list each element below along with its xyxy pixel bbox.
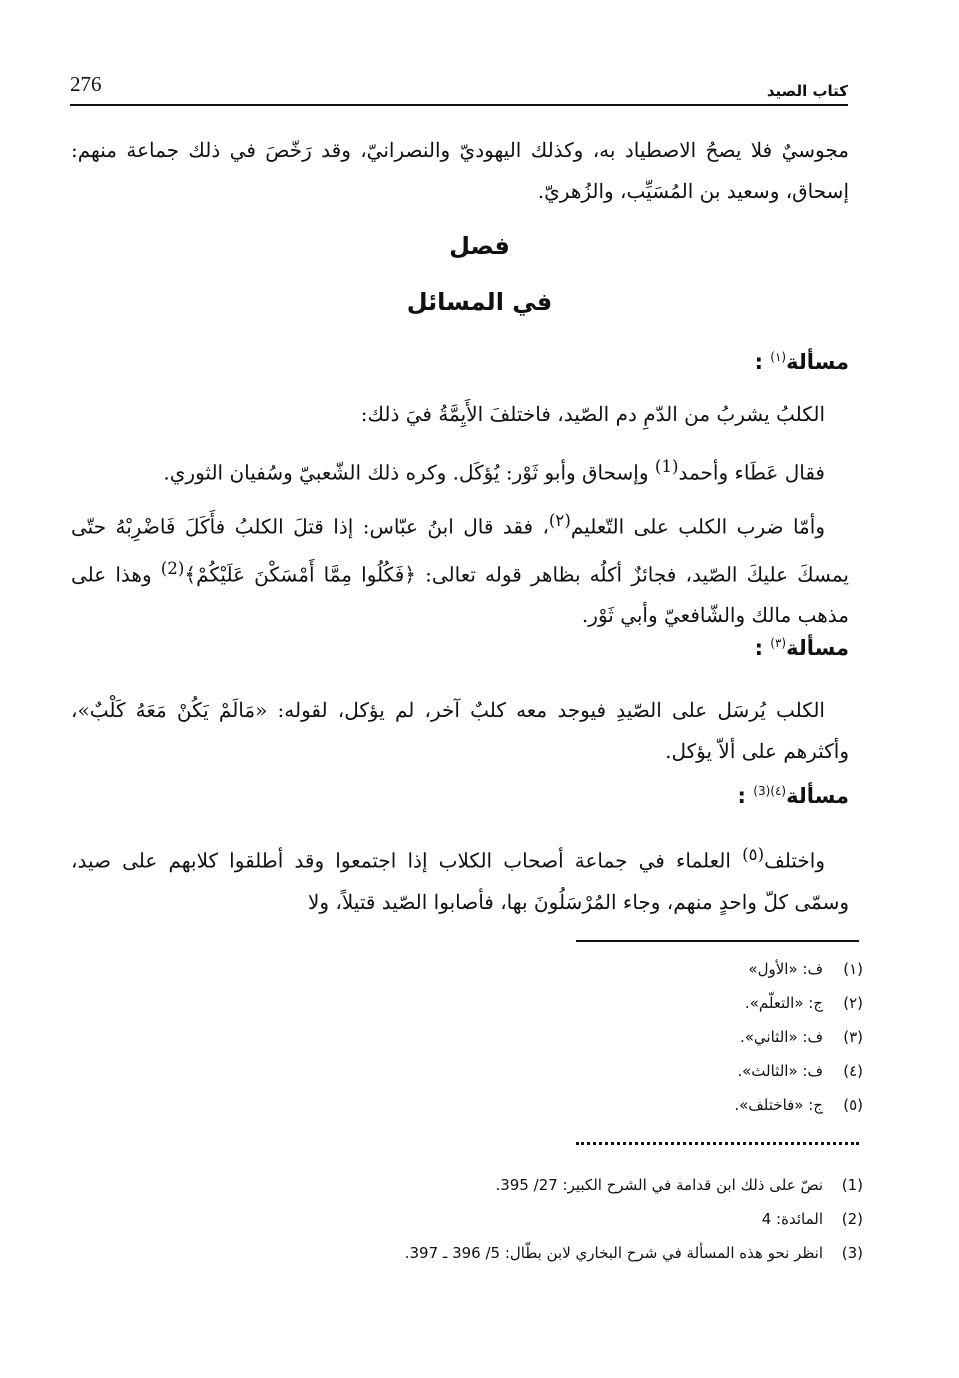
editor-note: [495, 1176, 863, 1194]
footnote-ref: (2): [160, 558, 185, 578]
running-title: كتاب الصيد: [766, 82, 848, 100]
masala-heading-1: [755, 350, 849, 374]
paragraph: الكلب يُرسَل على الصّيدِ فيوجد معه كلبٌ آخر، لم يؤكل، لقوله: «مَالَمْ يَكُنْ مَعَهُ كَلْبٌ»، وأكثرهم على ألاّ يؤكل.: [71, 698, 849, 763]
masala-ref-2: (3): [753, 784, 771, 798]
masala-colon: :: [754, 350, 763, 374]
manuscript-note: [737, 1062, 863, 1080]
dotted-separator: [576, 1142, 859, 1145]
note-text: ج: «فاختلف».: [734, 1096, 823, 1114]
paragraph: [71, 446, 825, 494]
text-run: واختلف: [764, 848, 825, 873]
header-rule: [70, 104, 848, 106]
text-run: العلماء في جماعة أصحاب الكلاب إذا اجتمعوا وقد أطلقوا كلابهم على صيد، وسمّى كلّ واحدٍ منهم، وجاء المُرْسَلُونَ بها، فأصابوا الصّيد قتيلاً، ولا: [71, 848, 849, 914]
note-text: ف: «الثالث».: [737, 1062, 823, 1080]
manuscript-note: [734, 1096, 863, 1114]
section-heading-masail: في المسائل: [406, 288, 553, 316]
text-run: وهذا على مذهب مالك والشّافعيّ وأبي ثَوْر.: [71, 562, 849, 628]
opening-paragraph: مجوسيٌ فلا يصحُ الاصطياد به، وكذلك اليهوديّ والنصرانيّ، وقد رَخّصَ في ذلك جماعة منهم: إسحاق، وسعيد بن المُسَيِّب، والزُهريّ.: [71, 138, 849, 203]
editor-note: [405, 1244, 863, 1262]
text-run: وأمّا ضرب الكلب على التّعليم: [570, 514, 825, 539]
footnotes-rule: [576, 940, 859, 942]
masala-label: مسألة: [786, 350, 849, 374]
masala-label: مسألة: [786, 636, 849, 660]
note-number: (٣): [843, 1028, 863, 1046]
page-number: 276: [70, 72, 102, 96]
masala-colon: :: [737, 784, 746, 808]
masala-ref: (١): [770, 350, 787, 364]
footnote-ref: (٥): [742, 845, 765, 864]
text-run: وإسحاق وأبو ثَوْر: يُؤكَل. وكره ذلك الشّعبيّ وسُفيان الثوري.: [163, 460, 655, 485]
paragraph: [71, 394, 825, 435]
text-run: فقال عَطَاء وأحمد: [678, 460, 825, 485]
note-text: ف: «الثاني».: [739, 1028, 823, 1046]
footnote-ref: (٢): [548, 511, 571, 530]
paragraph: [71, 500, 849, 636]
masala-heading-3: [738, 784, 849, 808]
note-text: ج: «التعلّم».: [744, 994, 823, 1012]
section-heading-fasl: فصل: [449, 232, 510, 260]
manuscript-note: [740, 1028, 863, 1046]
note-number: (3): [841, 1244, 863, 1262]
text-run: ، فقد قال ابنُ عبّاس: إذا قتلَ الكلبُ فأَكَلَ فَاضْرِبْهُ حتّى يمسكَ عليكَ الصّيد، فجائزٌ أكلُه بظاهر قوله تعالى: ﴿فَكُلُوا مِمَّا أَمْسَكْنَ عَلَيْكُمْ﴾: [71, 514, 849, 587]
note-number: (٥): [843, 1096, 863, 1114]
masala-ref: (٤): [770, 784, 787, 798]
note-number: (١): [843, 960, 863, 978]
note-text: نصّ على ذلك ابن قدامة في الشرح الكبير: 27/ 395.: [495, 1176, 823, 1194]
note-text: انظر نحو هذه المسألة في شرح البخاري لابن بطّال: 5/ 396 ـ 397.: [404, 1244, 823, 1262]
masala-ref: (٣): [770, 636, 787, 650]
page-header: [70, 72, 848, 104]
note-number: (٢): [843, 994, 863, 1012]
note-number: (2): [841, 1210, 863, 1228]
masala-label: مسألة: [786, 784, 849, 808]
paragraph: [71, 834, 849, 923]
editor-note: [762, 1210, 863, 1228]
note-number: (1): [841, 1176, 863, 1194]
note-text: ف: «الأول»: [748, 960, 823, 978]
manuscript-note: [748, 960, 863, 978]
manuscript-note: [745, 994, 863, 1012]
text-run: الكلبُ يشربُ من الدّمِ دم الصّيد، فاختلفَ الأَيِمَّةُ فيَ ذلك:: [360, 402, 825, 426]
masala-colon: :: [754, 636, 763, 660]
note-number: (٤): [843, 1062, 863, 1080]
masala-heading-2: [755, 636, 849, 660]
footnote-ref: (1): [654, 457, 679, 476]
note-text: المائدة: 4: [761, 1210, 823, 1228]
